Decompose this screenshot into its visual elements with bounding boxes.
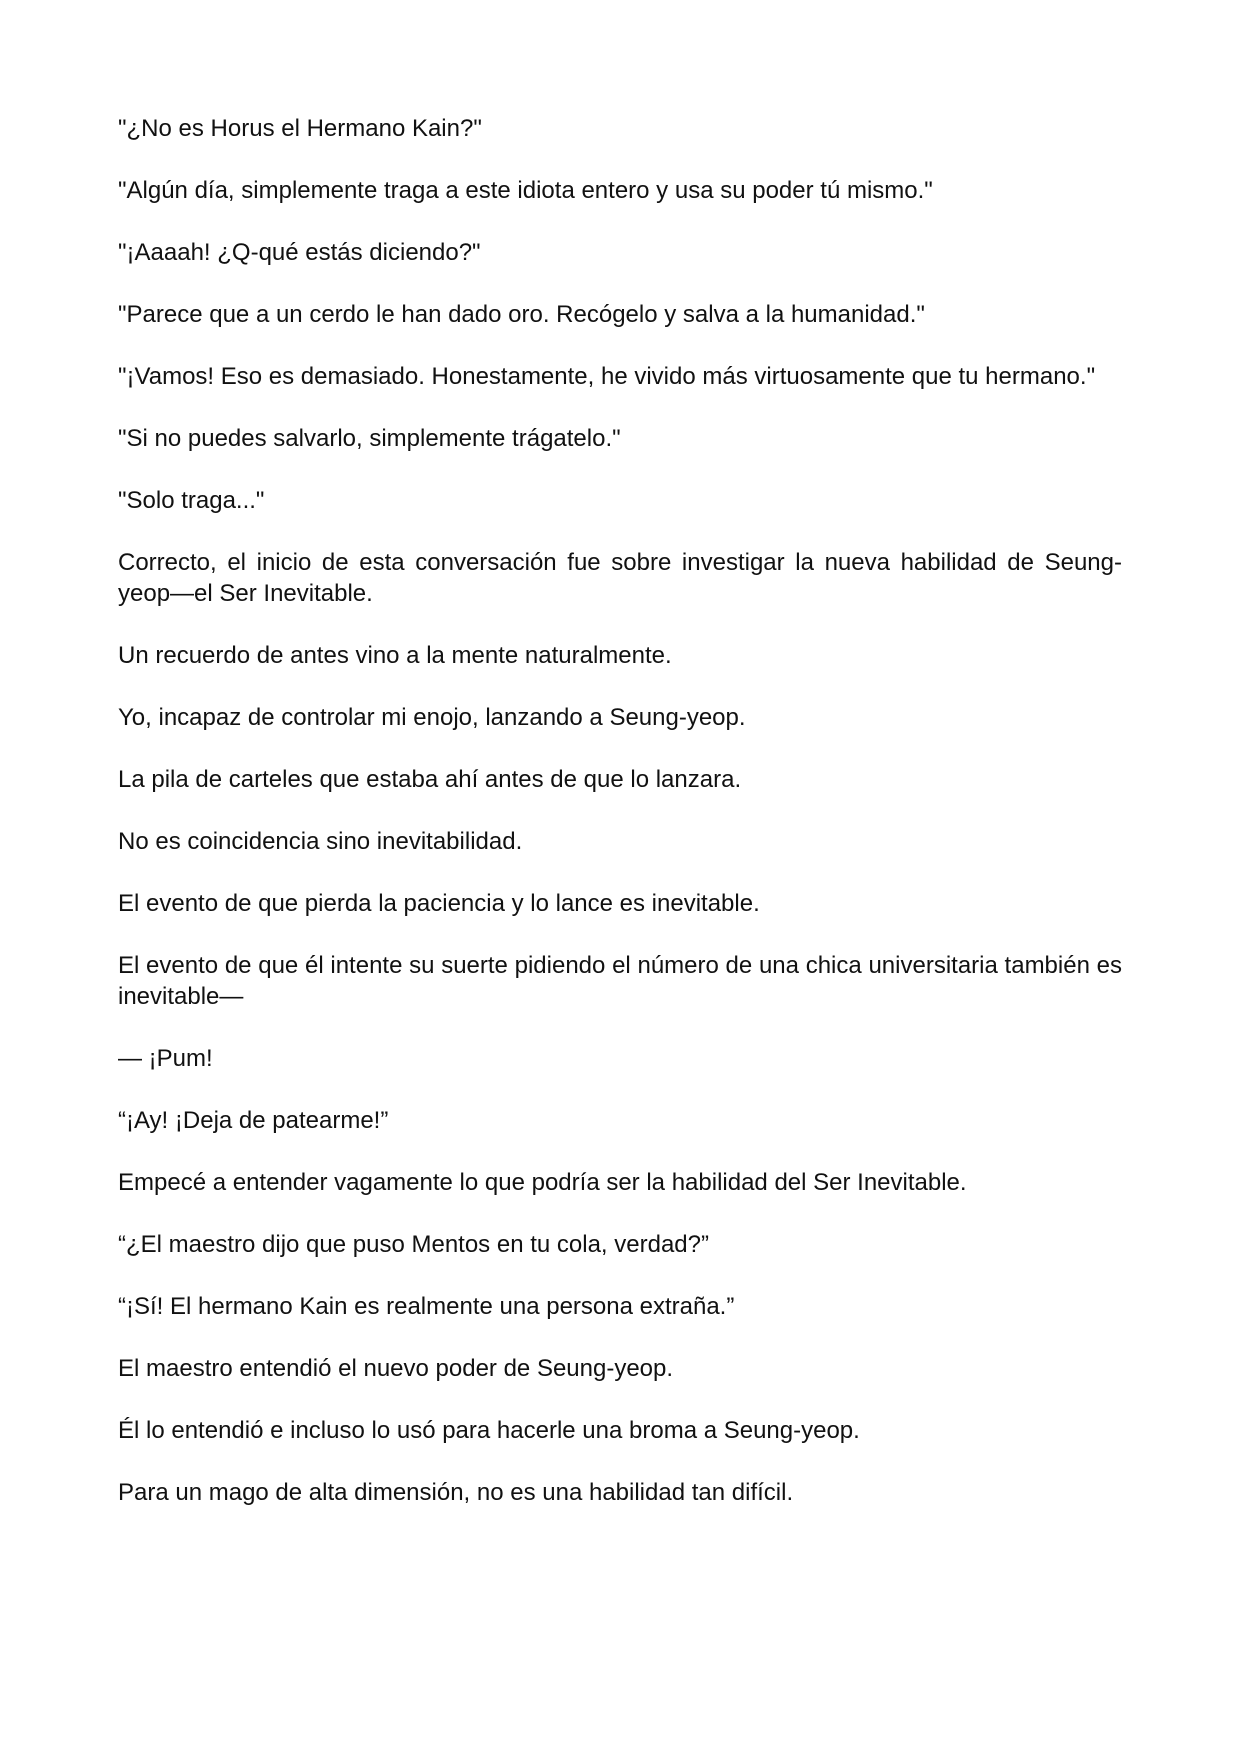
paragraph: El evento de que él intente su suerte pidiendo el número de una chica universitaria también es inevitable—: [118, 952, 1122, 1010]
paragraph: “¡Sí! El hermano Kain es realmente una persona extraña.”: [118, 1293, 735, 1320]
paragraph: Un recuerdo de antes vino a la mente naturalmente.: [118, 642, 672, 669]
paragraph: Correcto, el inicio de esta conversación fue sobre investigar la nueva habilidad de Seung-yeop—el Ser Inevitable.: [118, 549, 1122, 607]
paragraph: Empecé a entender vagamente lo que podría ser la habilidad del Ser Inevitable.: [118, 1169, 967, 1196]
paragraph: No es coincidencia sino inevitabilidad.: [118, 828, 523, 855]
paragraph: "Algún día, simplemente traga a este idiota entero y usa su poder tú mismo.": [118, 177, 933, 204]
paragraph: "¡Vamos! Eso es demasiado. Honestamente, he vivido más virtuosamente que tu hermano.": [118, 363, 1096, 390]
paragraph: “¡Ay! ¡Deja de patearme!”: [118, 1107, 389, 1134]
paragraph: "Si no puedes salvarlo, simplemente trágatelo.": [118, 425, 621, 452]
paragraph: El maestro entendió el nuevo poder de Seung-yeop.: [118, 1355, 674, 1382]
paragraph: El evento de que pierda la paciencia y lo lance es inevitable.: [118, 890, 760, 917]
paragraph: Yo, incapaz de controlar mi enojo, lanzando a Seung-yeop.: [118, 704, 746, 731]
document-page: [118, 113, 1122, 1539]
paragraph: Para un mago de alta dimensión, no es una habilidad tan difícil.: [118, 1479, 794, 1506]
paragraph: La pila de carteles que estaba ahí antes de que lo lanzara.: [118, 766, 742, 793]
paragraph: — ¡Pum!: [118, 1045, 213, 1072]
paragraph: "¡Aaaah! ¿Q-qué estás diciendo?": [118, 239, 481, 266]
paragraph: Él lo entendió e incluso lo usó para hacerle una broma a Seung-yeop.: [118, 1417, 860, 1444]
paragraph: “¿El maestro dijo que puso Mentos en tu cola, verdad?”: [118, 1231, 709, 1258]
paragraph: "¿No es Horus el Hermano Kain?": [118, 115, 482, 142]
paragraph: "Parece que a un cerdo le han dado oro. Recógelo y salva a la humanidad.": [118, 301, 925, 328]
paragraph: "Solo traga...": [118, 487, 265, 514]
